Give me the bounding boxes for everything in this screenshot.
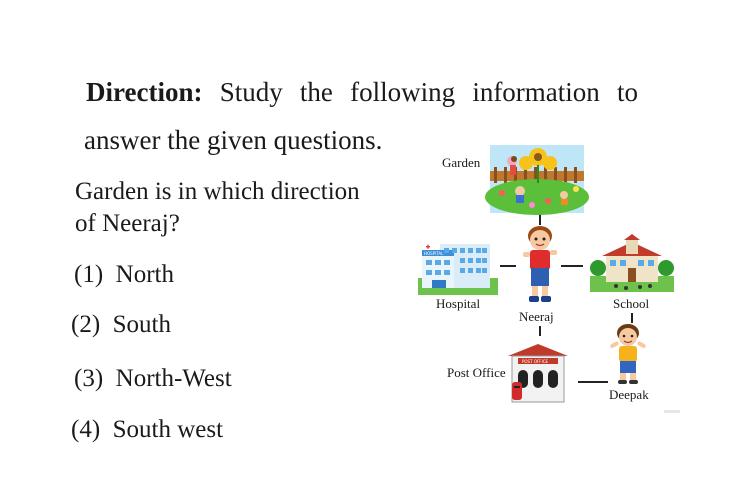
direction-text-line2: answer the given questions. <box>84 125 383 155</box>
neeraj-figure <box>518 224 562 308</box>
deepak-label: Deepak <box>609 387 649 402</box>
option-number: (1) <box>74 261 104 288</box>
direction-text-line1: Study the following information to <box>219 77 638 107</box>
garden-label: Garden <box>442 155 481 170</box>
option-2[interactable] <box>71 310 171 340</box>
deepak-figure <box>608 323 648 385</box>
hospital-neeraj-connector <box>500 265 516 267</box>
direction-heading: Direction: <box>86 77 203 107</box>
garden-illustration <box>490 145 584 213</box>
hospital-label: Hospital <box>436 296 481 311</box>
option-number: (3) <box>74 365 104 392</box>
option-text: North-West <box>115 365 232 392</box>
option-text: South <box>112 311 172 338</box>
option-number: (2) <box>71 311 101 338</box>
hospital-building <box>418 240 498 295</box>
question-text <box>75 176 405 240</box>
option-3[interactable] <box>74 364 232 394</box>
faint-mark <box>664 410 680 413</box>
postoffice-deepak-connector <box>578 381 608 383</box>
school-label: School <box>613 296 650 311</box>
neeraj-school-connector <box>561 265 583 267</box>
option-1[interactable] <box>74 260 174 290</box>
post-office-building <box>508 342 568 404</box>
option-number: (4) <box>71 416 101 443</box>
option-4[interactable] <box>71 415 223 445</box>
school-deepak-connector <box>631 313 633 323</box>
option-text: South west <box>112 416 224 443</box>
neeraj-label: Neeraj <box>519 309 554 324</box>
direction-paragraph-line1 <box>86 74 638 110</box>
post-office-sign: POST OFFICE <box>522 359 549 364</box>
post-office-label: Post Office <box>447 365 506 380</box>
option-text: North <box>115 261 174 288</box>
school-building <box>590 234 674 292</box>
question-line2: of Neeraj? <box>75 210 180 237</box>
neeraj-postoffice-connector <box>539 326 541 336</box>
hospital-sign: HOSPITAL <box>424 251 444 256</box>
question-line1: Garden is in which direction <box>75 178 360 205</box>
